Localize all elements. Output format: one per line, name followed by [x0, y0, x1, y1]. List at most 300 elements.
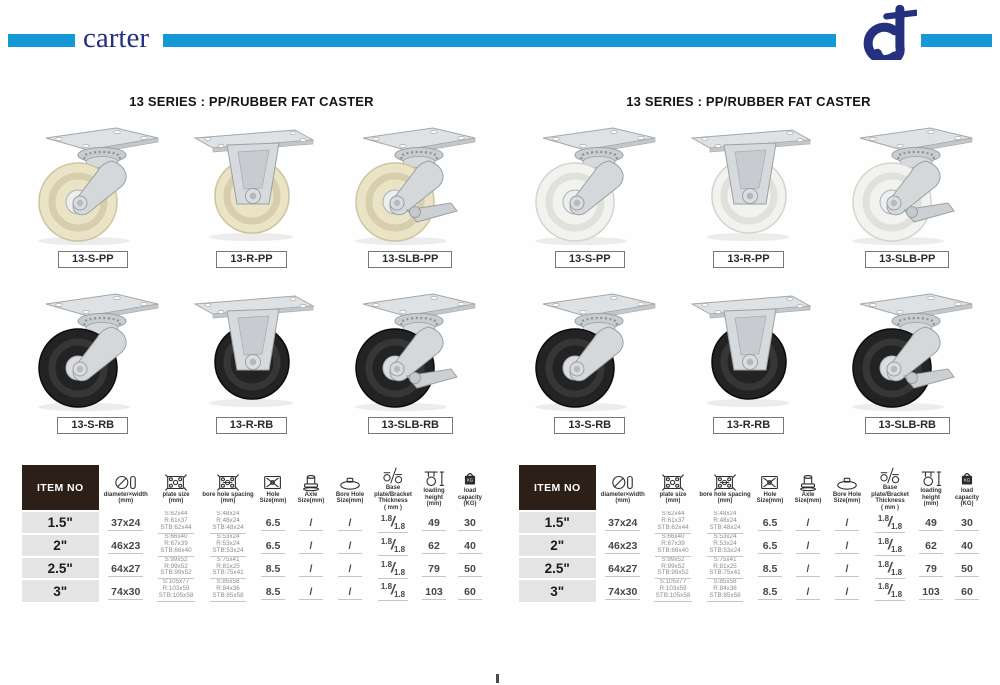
cell-value: / [835, 562, 859, 577]
table-header-row [519, 465, 985, 511]
spec-line: S:62x44 [164, 511, 188, 517]
item-no-cell: 3" [22, 579, 100, 602]
thickness-top: 1.8 [877, 536, 890, 546]
cell-value: 49 [422, 516, 446, 531]
cell-value: 8.5 [758, 585, 782, 600]
spec-line: STB:53x24 [212, 546, 244, 554]
thickness-cell [370, 579, 416, 602]
col-label: Hole Size(mm) [756, 491, 784, 504]
bore-hole-size-cell [330, 511, 370, 534]
thickness-bottom: 1.8 [393, 567, 406, 577]
diameter-width-cell [597, 557, 647, 580]
thickness-fraction [378, 512, 408, 533]
spec-table-wrap [519, 465, 985, 602]
spec-line: STB:62x44 [160, 523, 192, 531]
spec-lines [158, 557, 193, 580]
diameter-width-cell [597, 534, 647, 557]
spec-lines [655, 557, 690, 580]
fraction-slash: / [391, 512, 395, 529]
product [17, 290, 169, 434]
col-label: bore hole spacing [699, 491, 751, 498]
spec-line: R:67x39 [164, 539, 188, 547]
cell-value: / [796, 585, 820, 600]
table-row [22, 557, 488, 580]
rigid-rubber-caster-image [674, 290, 824, 412]
swivel-rubber-caster-image [18, 290, 168, 412]
thickness-bottom: 1.8 [890, 521, 903, 531]
fraction-slash: / [888, 581, 892, 598]
col-unit: (KG) [463, 501, 477, 508]
thickness-cell [370, 557, 416, 580]
col-header-bore-hole-size [827, 465, 867, 511]
load-capacity-icon [458, 469, 482, 488]
plate-size-cell [647, 511, 699, 534]
cell-value: 46x23 [108, 539, 143, 554]
cell-value: 79 [919, 562, 943, 577]
spec-line: R:103x59 [659, 585, 687, 593]
table-row [519, 579, 985, 602]
thickness-cell [370, 534, 416, 557]
product-label: 13-S-RB [554, 417, 625, 434]
cell-value: 30 [458, 516, 482, 531]
spec-line: R:53x24 [216, 539, 240, 547]
axle-size-cell [789, 534, 827, 557]
bore-hole-spacing-icon [713, 473, 737, 492]
table-header-row [22, 465, 488, 511]
bore-hole-size-cell [330, 579, 370, 602]
plate-size-icon [164, 473, 188, 492]
axle-size-cell [292, 534, 330, 557]
cell-value: / [835, 585, 859, 600]
hole-size-cell [751, 511, 789, 534]
axle-size-cell [292, 557, 330, 580]
thickness-bottom: 1.8 [890, 590, 903, 600]
cell-value: 8.5 [261, 585, 285, 600]
col-label: load capacity [954, 488, 979, 501]
fraction-slash: / [888, 512, 892, 529]
spec-line: R:103x59 [162, 585, 190, 593]
product [176, 124, 328, 268]
thickness-fraction [875, 512, 905, 533]
spec-line: S:53x24 [713, 533, 737, 540]
cell-value: 37x24 [108, 516, 143, 531]
cell-value: 50 [955, 562, 979, 577]
page-title: 13 SERIES : PP/RUBBER FAT CASTER [129, 94, 374, 109]
swivel-brake-rubber-caster-image [335, 290, 485, 412]
spec-lines [210, 579, 245, 602]
hole-size-cell [254, 557, 292, 580]
load-capacity-cell [949, 534, 985, 557]
hole-size-cell [254, 579, 292, 602]
thickness-fraction [875, 558, 905, 579]
col-label: Bore Hole Size(mm) [832, 491, 862, 504]
thickness-top: 1.8 [380, 582, 393, 592]
cell-value: / [299, 516, 323, 531]
thickness-top: 1.8 [877, 559, 890, 569]
product-label: 13-SLB-RB [865, 417, 950, 434]
col-unit: ( mm ) [384, 504, 402, 511]
spec-line: STB:62x44 [657, 523, 689, 531]
diameter-width-cell [100, 534, 150, 557]
product [176, 290, 328, 434]
diameter-width-cell [100, 511, 150, 534]
load-capacity-cell [452, 557, 488, 580]
cell-value: 74x30 [108, 585, 143, 600]
cell-value: 60 [458, 585, 482, 600]
product-label: 13-S-PP [58, 251, 128, 268]
loading-height-cell [913, 557, 949, 580]
loading-height-cell [416, 579, 452, 602]
product [831, 124, 983, 268]
plate-size-cell [647, 534, 699, 557]
thickness-fraction [875, 580, 905, 601]
thickness-top: 1.8 [877, 513, 890, 523]
col-label: loading height [920, 488, 942, 501]
col-header-axle-size [789, 465, 827, 511]
thickness-fraction [875, 535, 905, 556]
cell-value: / [796, 562, 820, 577]
cell-value: 50 [458, 562, 482, 577]
bore-hole-spacing-cell [202, 511, 254, 534]
col-label: bore hole spacing [202, 491, 254, 498]
product-label: 13-R-PP [713, 251, 783, 268]
item-no-cell: 1.5" [22, 511, 100, 534]
diameter-width-cell [100, 579, 150, 602]
cell-value: 64x27 [605, 562, 640, 577]
plate-size-cell [647, 557, 699, 580]
hole-size-cell [254, 511, 292, 534]
item-no-cell: 2.5" [22, 557, 100, 580]
bore-hole-size-cell [330, 557, 370, 580]
spec-lines [707, 534, 742, 557]
load-capacity-cell [949, 511, 985, 534]
col-label: Axle Size(mm) [297, 491, 325, 504]
cell-value: 6.5 [758, 516, 782, 531]
spec-line: S:62x44 [661, 511, 685, 517]
item-no-cell: 2.5" [519, 557, 597, 580]
product [334, 290, 486, 434]
spec-lines [158, 534, 193, 557]
spec-line: S:99x52 [164, 556, 188, 563]
diameter-width-icon [114, 473, 138, 492]
col-header-diameter-width [597, 465, 647, 511]
thickness-cell [370, 511, 416, 534]
spec-line: S:105x77 [162, 579, 190, 586]
cell-value: 103 [919, 585, 943, 600]
load-capacity-cell [949, 579, 985, 602]
cell-value: 6.5 [261, 516, 285, 531]
thickness-top: 1.8 [380, 559, 393, 569]
spec-line: STB:99x52 [657, 569, 689, 577]
item-no-header: ITEM NO [519, 465, 597, 511]
col-label: Hole Size(mm) [259, 491, 287, 504]
thickness-top: 1.8 [877, 582, 890, 592]
loading-height-icon [422, 469, 446, 488]
spec-line: R:48x24 [713, 516, 737, 524]
product [831, 290, 983, 434]
spec-lines [655, 534, 690, 557]
spec-line: STB:66x40 [160, 546, 192, 554]
spec-lines [210, 534, 245, 557]
loading-height-cell [416, 511, 452, 534]
col-header-bore-hole-spacing [202, 465, 254, 511]
cell-value: / [796, 516, 820, 531]
load-capacity-cell [452, 534, 488, 557]
product-label: 13-S-RB [57, 417, 128, 434]
bore-hole-spacing-icon [216, 473, 240, 492]
cell-value: / [796, 539, 820, 554]
axle-size-cell [789, 557, 827, 580]
col-header-bracket-thickness [867, 465, 913, 511]
swivel-pp-caster-image [515, 124, 665, 246]
col-header-load-capacity [949, 465, 985, 511]
spec-line: STB:105x58 [655, 592, 691, 600]
fraction-slash: / [888, 535, 892, 552]
spec-line: STB:75x41 [709, 569, 741, 577]
thickness-cell [867, 579, 913, 602]
plate-size-cell [150, 557, 202, 580]
cell-value: 6.5 [261, 539, 285, 554]
col-header-diameter-width [100, 465, 150, 511]
rigid-pp-caster-image [177, 124, 327, 246]
spec-line: STB:105x58 [158, 592, 194, 600]
col-header-bracket-thickness [370, 465, 416, 511]
table-row [22, 511, 488, 534]
product [673, 124, 825, 268]
swivel-brake-rubber-caster-image [832, 290, 982, 412]
spec-line: R:53x24 [713, 539, 737, 547]
cell-value: / [835, 516, 859, 531]
product [673, 290, 825, 434]
fraction-slash: / [888, 558, 892, 575]
spec-line: S:66x40 [164, 533, 188, 540]
product-label: 13-SLB-RB [368, 417, 453, 434]
product-label: 13-R-RB [216, 417, 287, 434]
loading-height-cell [416, 557, 452, 580]
hole-size-cell [751, 557, 789, 580]
thickness-fraction [378, 558, 408, 579]
spec-line: R:61x37 [661, 516, 685, 524]
load-capacity-cell [949, 557, 985, 580]
loading-height-cell [416, 534, 452, 557]
product-label: 13-SLB-PP [368, 251, 452, 268]
col-unit: ( mm ) [881, 504, 899, 511]
col-label: loading height [423, 488, 445, 501]
thickness-bottom: 1.8 [890, 567, 903, 577]
spec-line: S:75x41 [713, 556, 737, 563]
col-label: diameter×width [600, 491, 645, 498]
spec-lines [655, 511, 690, 534]
plate-size-cell [150, 511, 202, 534]
bore-hole-spacing-cell [699, 511, 751, 534]
cell-value: 8.5 [261, 562, 285, 577]
cell-value: / [835, 539, 859, 554]
cell-value: 64x27 [108, 562, 143, 577]
cell-value: / [299, 585, 323, 600]
spec-line: R:81x25 [216, 562, 240, 570]
product [334, 124, 486, 268]
page-center-mark [496, 674, 499, 683]
diameter-width-cell [597, 511, 647, 534]
cell-value: 8.5 [758, 562, 782, 577]
thickness-bottom: 1.8 [890, 544, 903, 554]
axle-size-cell [292, 511, 330, 534]
bracket-thickness-icon [381, 466, 405, 485]
catalog-page-left [10, 60, 493, 672]
spec-line: STB:99x52 [160, 569, 192, 577]
cell-value: / [338, 516, 362, 531]
diameter-width-cell [597, 579, 647, 602]
bore-hole-size-icon [835, 473, 859, 492]
plate-size-cell [150, 579, 202, 602]
cell-value: 60 [955, 585, 979, 600]
cell-value: 46x23 [605, 539, 640, 554]
bore-hole-spacing-cell [202, 534, 254, 557]
col-unit: (mm) [118, 498, 134, 504]
axle-size-icon [796, 473, 820, 492]
brand-name: carter [83, 22, 149, 54]
thickness-bottom: 1.8 [393, 544, 406, 554]
thickness-fraction [378, 580, 408, 601]
cell-value: 79 [422, 562, 446, 577]
bore-hole-spacing-cell [202, 579, 254, 602]
col-header-hole-size [751, 465, 789, 511]
product-label: 13-SLB-PP [865, 251, 949, 268]
col-header-plate-size [150, 465, 202, 511]
bore-hole-spacing-cell [699, 579, 751, 602]
spec-line: STB:85x58 [709, 592, 741, 600]
spec-line: STB:66x40 [657, 546, 689, 554]
col-label: Base plate/Bracket Thickness [871, 485, 909, 504]
axle-size-cell [789, 511, 827, 534]
col-header-bore-hole-spacing [699, 465, 751, 511]
spec-line: S:53x24 [216, 533, 240, 540]
spec-table-wrap [22, 465, 488, 602]
product-row-pp [507, 124, 990, 268]
swivel-brake-pp-caster-image [335, 124, 485, 246]
header-bar-middle [163, 34, 836, 47]
cell-value: 30 [955, 516, 979, 531]
spec-lines [707, 579, 742, 602]
col-header-loading-height [913, 465, 949, 511]
catalog-page-right [507, 60, 990, 672]
spec-line: R:99x52 [661, 562, 685, 570]
col-unit: (KG) [960, 501, 974, 508]
plate-size-cell [150, 534, 202, 557]
cell-value: 62 [422, 539, 446, 554]
swivel-pp-caster-image [18, 124, 168, 246]
col-label: Axle Size(mm) [794, 491, 822, 504]
spec-table [519, 465, 985, 602]
col-label: diameter×width [103, 491, 148, 498]
loading-height-cell [913, 534, 949, 557]
thickness-top: 1.8 [380, 536, 393, 546]
table-row [519, 511, 985, 534]
thickness-cell [867, 534, 913, 557]
loading-height-cell [913, 579, 949, 602]
bore-hole-size-cell [827, 557, 867, 580]
col-header-bore-hole-size [330, 465, 370, 511]
col-unit: (mm) [923, 501, 939, 508]
spec-lines [654, 579, 693, 602]
spec-lines [210, 557, 245, 580]
spec-line: STB:48x24 [212, 523, 244, 531]
spec-line: R:84x36 [713, 585, 737, 593]
product-row-pp [10, 124, 493, 268]
cell-value: 49 [919, 516, 943, 531]
spec-line: R:61x37 [164, 516, 188, 524]
fraction-slash: / [391, 535, 395, 552]
header-bar-left [8, 34, 75, 47]
bore-hole-spacing-cell [699, 534, 751, 557]
col-header-hole-size [254, 465, 292, 511]
spec-lines [157, 579, 196, 602]
product-label: 13-R-RB [713, 417, 784, 434]
col-header-plate-size [647, 465, 699, 511]
cell-value: 62 [919, 539, 943, 554]
thickness-top: 1.8 [380, 513, 393, 523]
cell-value: / [338, 562, 362, 577]
spec-line: S:105x77 [659, 579, 687, 586]
table-row [519, 534, 985, 557]
swivel-rubber-caster-image [515, 290, 665, 412]
bracket-thickness-icon [878, 466, 902, 485]
spec-line: R:48x24 [216, 516, 240, 524]
col-unit: (mm) [615, 498, 631, 504]
product [17, 124, 169, 268]
col-label: Bore Hole Size(mm) [335, 491, 365, 504]
table-row [22, 579, 488, 602]
cell-value: 40 [458, 539, 482, 554]
bore-hole-spacing-cell [699, 557, 751, 580]
spec-line: S:85x58 [713, 579, 737, 586]
col-label: plate size [162, 491, 190, 498]
table-row [519, 557, 985, 580]
product-row-rubber [10, 290, 493, 434]
spec-line: STB:75x41 [212, 569, 244, 577]
fraction-slash: / [391, 558, 395, 575]
spec-line: STB:53x24 [709, 546, 741, 554]
swivel-brake-pp-caster-image [832, 124, 982, 246]
load-capacity-cell [452, 511, 488, 534]
col-unit: (mm) [665, 498, 681, 504]
col-label: Base plate/Bracket Thickness [374, 485, 412, 504]
cell-value: 74x30 [605, 585, 640, 600]
item-no-cell: 1.5" [519, 511, 597, 534]
page-title: 13 SERIES : PP/RUBBER FAT CASTER [626, 94, 871, 109]
cell-value: 103 [422, 585, 446, 600]
cell-value: / [338, 585, 362, 600]
fraction-slash: / [391, 581, 395, 598]
spec-line: S:66x40 [661, 533, 685, 540]
bore-hole-size-icon [338, 473, 362, 492]
spec-line: R:67x39 [661, 539, 685, 547]
spec-lines [210, 511, 245, 534]
load-capacity-cell [452, 579, 488, 602]
bore-hole-size-cell [330, 534, 370, 557]
spec-line: S:48x24 [713, 511, 737, 517]
spec-lines [707, 511, 742, 534]
hole-size-cell [254, 534, 292, 557]
item-no-cell: 3" [519, 579, 597, 602]
cell-value: / [338, 539, 362, 554]
loading-height-icon [919, 469, 943, 488]
axle-size-cell [789, 579, 827, 602]
spec-line: STB:48x24 [709, 523, 741, 531]
spec-line: R:81x25 [713, 562, 737, 570]
cell-value: / [299, 539, 323, 554]
hole-size-icon [758, 473, 782, 492]
